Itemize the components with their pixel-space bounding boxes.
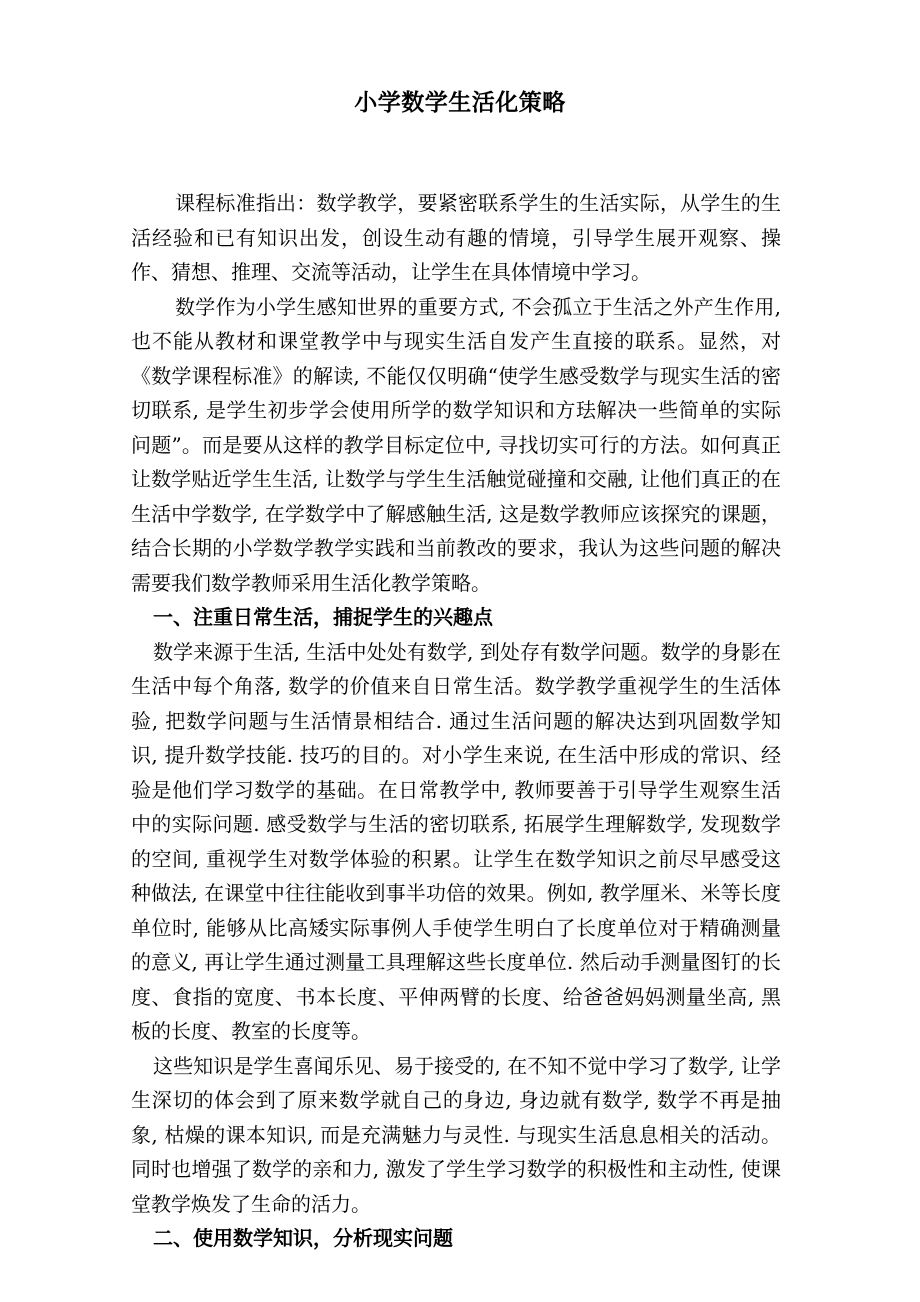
- document-body: [131, 186, 781, 1256]
- paragraph-knowledge-acceptance: 这些知识是学生喜闻乐见、易于接受的, 在不知不觉中学习了数学, 让学生深切的体会到了原来数学就自己的身边, 身边就有数学, 数学不再是抽象, 枯燥的课本知识, 而是充满魅力与灵性. 与现实生活息息相关的活动。同时也增强了数学的亲和力, 激发了学生学习数学的积极性和主动性, 使课堂教学焕发了生命的活力。: [131, 1053, 781, 1216]
- paragraph-math-perception: 数学作为小学生感知世界的重要方式, 不会孤立于生活之外产生作用, 也不能从教材和课堂教学中与现实生活自发产生直接的联系。显然，对《数学课程标准》的解读, 不能仅仅明确“使学生感受数学与现实生活的密切联系, 是学生初步学会使用所学的数学知识和方珐解决一些简单的实际问题”。而是要从这样的教学目标定位中, 寻找切实可行的方法。如何真正让数学贴近学生生活, 让数学与学生生活触觉碰撞和交融, 让他们真正的在生活中学数学, 在学数学中了解感触生活, 这是数学教师应该探究的课题，结合长期的小学数学教学实践和当前教改的要求，我认为这些问题的解决需要我们数学教师采用生活化教学策略。: [131, 294, 781, 595]
- section-heading-1: 一、注重日常生活，捕捉学生的兴趣点: [153, 605, 493, 629]
- document-title: 小学数学生活化策略: [354, 89, 566, 116]
- section-heading-2: 二、使用数学知识，分析现实问题: [153, 1226, 453, 1250]
- paragraph-math-from-life: 数学来源于生活, 生活中处处有数学, 到处存有数学问题。数学的身影在生活中每个角落, 数学的价值来自日常生活。数学教学重视学生的生活体验, 把数学问题与生活情景相结合. 通过生活问题的解决达到巩固数学知识, 提升数学技能. 技巧的目的。对小学生来说, 在生活中形成的常识、经验是他们学习数学的基础。在日常教学中, 教师要善于引导学生观察生活中的实际问题. 感受数学与生活的密切联系, 拓展学生理解数学, 发现数学的空间, 重视学生对数学体验的积累。让学生在数学知识之前尽早感受这种做法, 在课堂中往往能收到事半功倍的效果。例如, 教学厘米、米等长度单位时, 能够从比高矮实际事例人手使学生明白了长度单位对于精确测量的意义, 再让学生通过测量工具理解这些长度单位. 然后动手测量图钉的长度、食指的宽度、书本长度、平伸两臂的长度、给爸爸妈妈测量坐高, 黑板的长度、教室的长度等。: [131, 639, 781, 1043]
- paragraph-curriculum-standard: 课程标准指出：数学教学，要紧密联系学生的生活实际，从学生的生活经验和已有知识出发，创设生动有趣的情境，引导学生展开观察、操作、猜想、推理、交流等活动，让学生在具体情境中学习。: [131, 191, 781, 284]
